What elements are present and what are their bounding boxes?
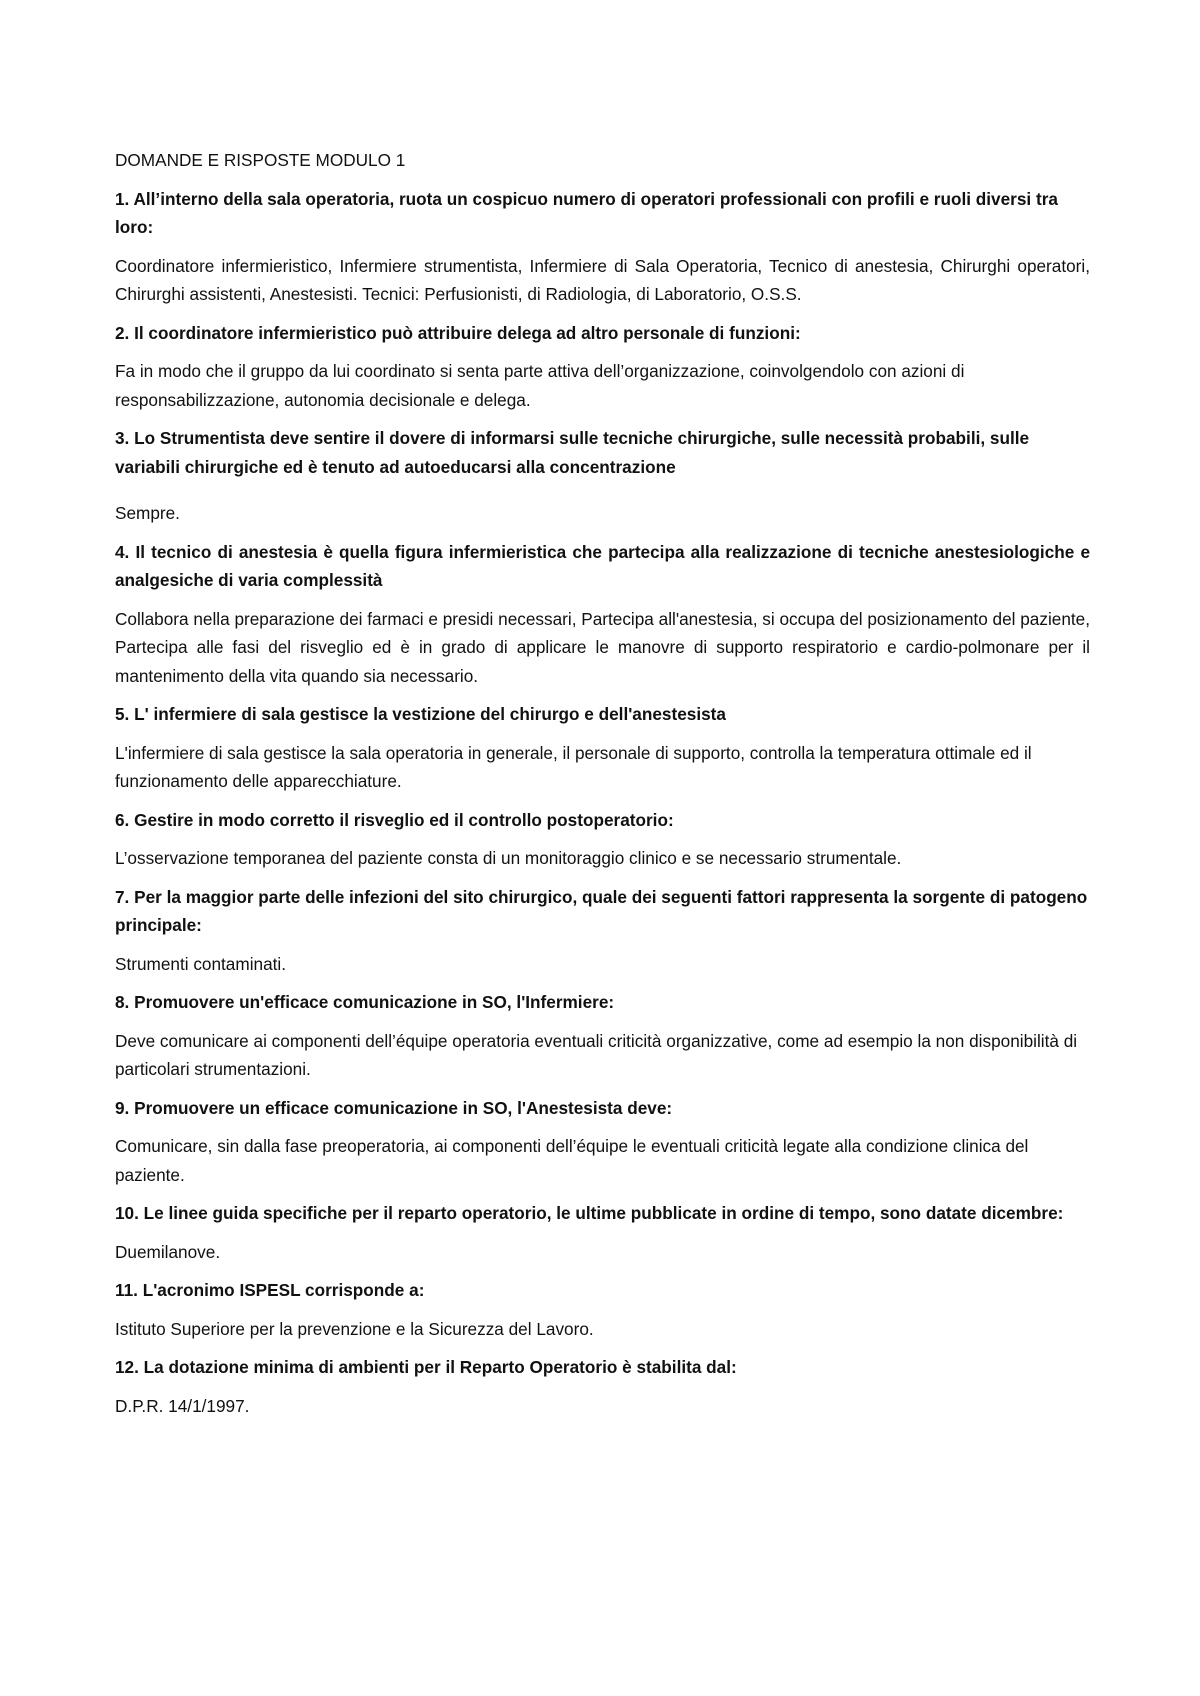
answer-5: L'infermiere di sala gestisce la sala operatoria in generale, il personale di supporto, controlla la temperatura ottimale ed il funzionamento delle apparecchiature. bbox=[115, 742, 1032, 791]
qa-item-8 bbox=[115, 988, 1090, 1084]
answer-4: Collabora nella preparazione dei farmaci e presidi necessari, Partecipa all'anestesia, si occupa del posizionamento del paziente, Partecipa alle fasi del risveglio ed è in grado di applicare le manovre di supporto respiratorio e cardio-polmonare per il mantenimento della vita quando sia necessario. bbox=[115, 608, 1090, 686]
qa-item-2 bbox=[115, 319, 1090, 415]
qa-item-5 bbox=[115, 700, 1090, 796]
answer-8: Deve comunicare ai componenti dell’équipe operatoria eventuali criticità organizzative, come ad esempio la non disponibilità di particolari strumentazioni. bbox=[115, 1030, 1078, 1079]
question-10: 10. Le linee guida specifiche per il reparto operatorio, le ultime pubblicate in ordine di tempo, sono datate dicembre: bbox=[115, 1203, 1064, 1223]
question-6: 6. Gestire in modo corretto il risveglio ed il controllo postoperatorio: bbox=[115, 809, 674, 830]
question-4: 4. Il tecnico di anestesia è quella figura infermieristica che partecipa alla realizzazione di tecniche anestesiologiche e analgesiche di varia complessità bbox=[115, 541, 1090, 590]
question-7: 7. Per la maggior parte delle infezioni del sito chirurgico, quale dei seguenti fattori rappresenta la sorgente di patogeno principale: bbox=[115, 886, 1088, 935]
document-title: DOMANDE E RISPOSTE MODULO 1 bbox=[115, 150, 406, 170]
answer-1: Coordinatore infermieristico, Infermiere strumentista, Infermiere di Sala Operatoria, Tecnico di anestesia, Chirurghi operatori, Chirurghi assistenti, Anestesisti. Tecnici: Perfusionisti, di Radiologia, di Laboratorio, O.S.S. bbox=[115, 255, 1090, 304]
answer-7: Strumenti contaminati. bbox=[115, 953, 286, 974]
answer-10: Duemilanove. bbox=[115, 1241, 221, 1262]
answer-12: D.P.R. 14/1/1997. bbox=[115, 1395, 250, 1416]
question-9: 9. Promuovere un efficace comunicazione in SO, l'Anestesista deve: bbox=[115, 1097, 673, 1118]
qa-item-11 bbox=[115, 1276, 1090, 1343]
answer-9: Comunicare, sin dalla fase preoperatoria, ai componenti dell’équipe le eventuali criticità legate alla condizione clinica del paziente. bbox=[115, 1136, 1029, 1185]
answer-11: Istituto Superiore per la prevenzione e la Sicurezza del Lavoro. bbox=[115, 1318, 594, 1339]
qa-item-10 bbox=[115, 1199, 1090, 1266]
question-5: 5. L' infermiere di sala gestisce la vestizione del chirurgo e dell'anestesista bbox=[115, 704, 726, 724]
qa-item-1 bbox=[115, 185, 1090, 309]
qa-item-9 bbox=[115, 1094, 1090, 1190]
qa-item-3 bbox=[115, 424, 1090, 528]
question-12: 12. La dotazione minima di ambienti per il Reparto Operatorio è stabilita dal: bbox=[115, 1357, 737, 1377]
question-8: 8. Promuovere un'efficace comunicazione in SO, l'Infermiere: bbox=[115, 992, 615, 1012]
answer-6: L’osservazione temporanea del paziente consta di un monitoraggio clinico e se necessario strumentale. bbox=[115, 848, 902, 868]
question-1: 1. All’interno della sala operatoria, ruota un cospicuo numero di operatori professionali con profili e ruoli diversi tra loro: bbox=[115, 188, 1058, 237]
question-2: 2. Il coordinatore infermieristico può attribuire delega ad altro personale di funzioni: bbox=[115, 322, 801, 343]
qa-item-6 bbox=[115, 806, 1090, 873]
question-3: 3. Lo Strumentista deve sentire il dovere di informarsi sulle tecniche chirurgiche, sulle necessità probabili, sulle variabili chirurgiche ed è tenuto ad autoeducarsi alla concentrazione bbox=[115, 428, 1030, 477]
qa-item-7 bbox=[115, 883, 1090, 979]
question-11: 11. L'acronimo ISPESL corrisponde a: bbox=[115, 1280, 425, 1300]
qa-item-4 bbox=[115, 538, 1090, 691]
answer-2: Fa in modo che il gruppo da lui coordinato si senta parte attiva dell’organizzazione, coinvolgendolo con azioni di responsabilizzazione, autonomia decisionale e delega. bbox=[115, 361, 965, 410]
document-body bbox=[115, 146, 1090, 1430]
qa-item-12 bbox=[115, 1353, 1090, 1420]
answer-3: Sempre. bbox=[115, 503, 180, 523]
